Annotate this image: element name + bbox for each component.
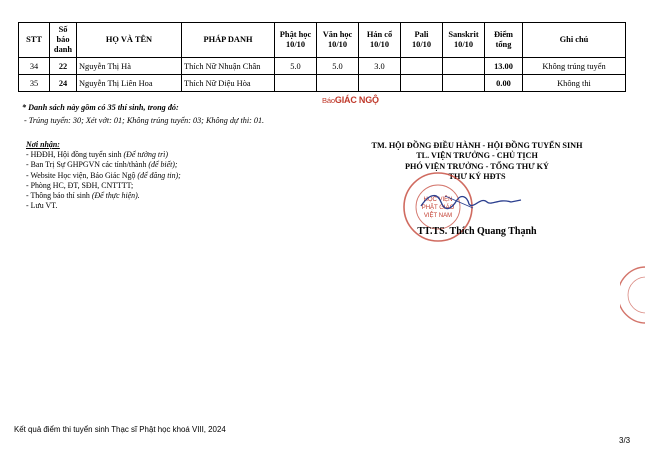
cell-stt: 34	[19, 58, 50, 75]
recipient-item: - Ban Trị Sự GHPGVN các tỉnh/thành (để biết);	[26, 160, 178, 170]
cell-dharma-name: Thích Nữ Diệu Hòa	[182, 75, 275, 92]
giac-ngo-logo: BáoGIÁC NGỘ	[322, 95, 379, 105]
cell-pali	[401, 75, 443, 92]
cell-dharma-name: Thích Nữ Nhuận Chân	[182, 58, 275, 75]
signature-block	[352, 141, 602, 182]
cell-hanco: 3.0	[359, 58, 401, 75]
cell-name: Nguyễn Thị Liên Hoa	[77, 75, 182, 92]
cell-sbd: 24	[50, 75, 77, 92]
header-hanco: Hán cổ 10/10	[359, 23, 401, 58]
sign-line-3: PHÓ VIỆN TRƯỞNG - TỔNG THƯ KÝ	[405, 161, 549, 171]
table-row	[19, 75, 626, 92]
header-pali: Pali 10/10	[401, 23, 443, 58]
header-dharma-name: PHÁP DANH	[182, 23, 275, 58]
signer-name: TT.TS. Thích Quang Thạnh	[417, 226, 537, 237]
header-sanskrit: Sanskrit 10/10	[443, 23, 485, 58]
cell-note: Không thi	[523, 75, 626, 92]
handwritten-signature-icon	[415, 188, 525, 214]
header-sbd: Số báo danh	[50, 23, 77, 58]
recipient-item: - Website Học viện, Báo Giác Ngộ (để đăng tin);	[26, 170, 181, 180]
candidate-summary	[22, 101, 264, 127]
cell-pali	[401, 58, 443, 75]
seal-text-line2: PHẬT GIÁO	[421, 205, 455, 211]
table-row	[19, 58, 626, 75]
cell-sbd: 22	[50, 58, 77, 75]
sign-line-4: THƯ KÝ HĐTS	[448, 171, 506, 181]
recipients-list	[26, 140, 181, 211]
cell-name: Nguyễn Thị Hà	[77, 58, 182, 75]
seal-text-line3: VIỆT NAM	[423, 213, 453, 219]
recipient-item: - Thông báo thí sinh (Để thực hiện).	[26, 191, 140, 201]
cell-vanhoc	[317, 75, 359, 92]
cell-vanhoc: 5.0	[317, 58, 359, 75]
cell-total: 0.00	[485, 75, 523, 92]
results-table	[18, 22, 626, 92]
seal-text-line1: HỌC VIỆN	[423, 197, 453, 203]
cell-hanco	[359, 75, 401, 92]
recipient-item: - HĐĐH, Hội đồng tuyển sinh (Để tường trì)	[26, 150, 168, 160]
recipient-item: - Phòng HC, ĐT, SĐH, CNTTTT;	[26, 180, 134, 190]
summary-heading: * Danh sách này gồm có 35 thí sinh, trong đó:	[22, 103, 179, 112]
recipients-title: Nơi nhận:	[26, 140, 60, 149]
sign-line-2: TL. VIỆN TRƯỞNG - CHỦ TỊCH	[416, 151, 538, 161]
recipient-item: - Lưu VT.	[26, 201, 58, 211]
page-number: 3/3	[619, 436, 631, 445]
cell-phathoc	[275, 75, 317, 92]
sign-line-1: TM. HỘI ĐỒNG ĐIỀU HÀNH - HỘI ĐỒNG TUYỂN SINH	[371, 141, 583, 150]
cell-total: 13.00	[485, 58, 523, 75]
page-edge-seal-icon	[620, 265, 645, 325]
summary-breakdown: - Trúng tuyển: 30; Xét vớt: 01; Không trúng tuyển: 03; Không dự thi: 01.	[24, 116, 265, 125]
header-phathoc: Phật học 10/10	[275, 23, 317, 58]
header-note: Ghi chú	[523, 23, 626, 58]
header-total: Điểm tổng	[485, 23, 523, 58]
document-title-footer: Kết quả điểm thi tuyển sinh Thạc sĩ Phật học khoá VIII, 2024	[14, 425, 226, 434]
cell-note: Không trúng tuyển	[523, 58, 626, 75]
table-header-row	[19, 23, 626, 58]
header-stt: STT	[19, 23, 50, 58]
cell-phathoc: 5.0	[275, 58, 317, 75]
cell-stt: 35	[19, 75, 50, 92]
header-name: HỌ VÀ TÊN	[77, 23, 182, 58]
cell-sanskrit	[443, 58, 485, 75]
cell-sanskrit	[443, 75, 485, 92]
header-vanhoc: Văn học 10/10	[317, 23, 359, 58]
